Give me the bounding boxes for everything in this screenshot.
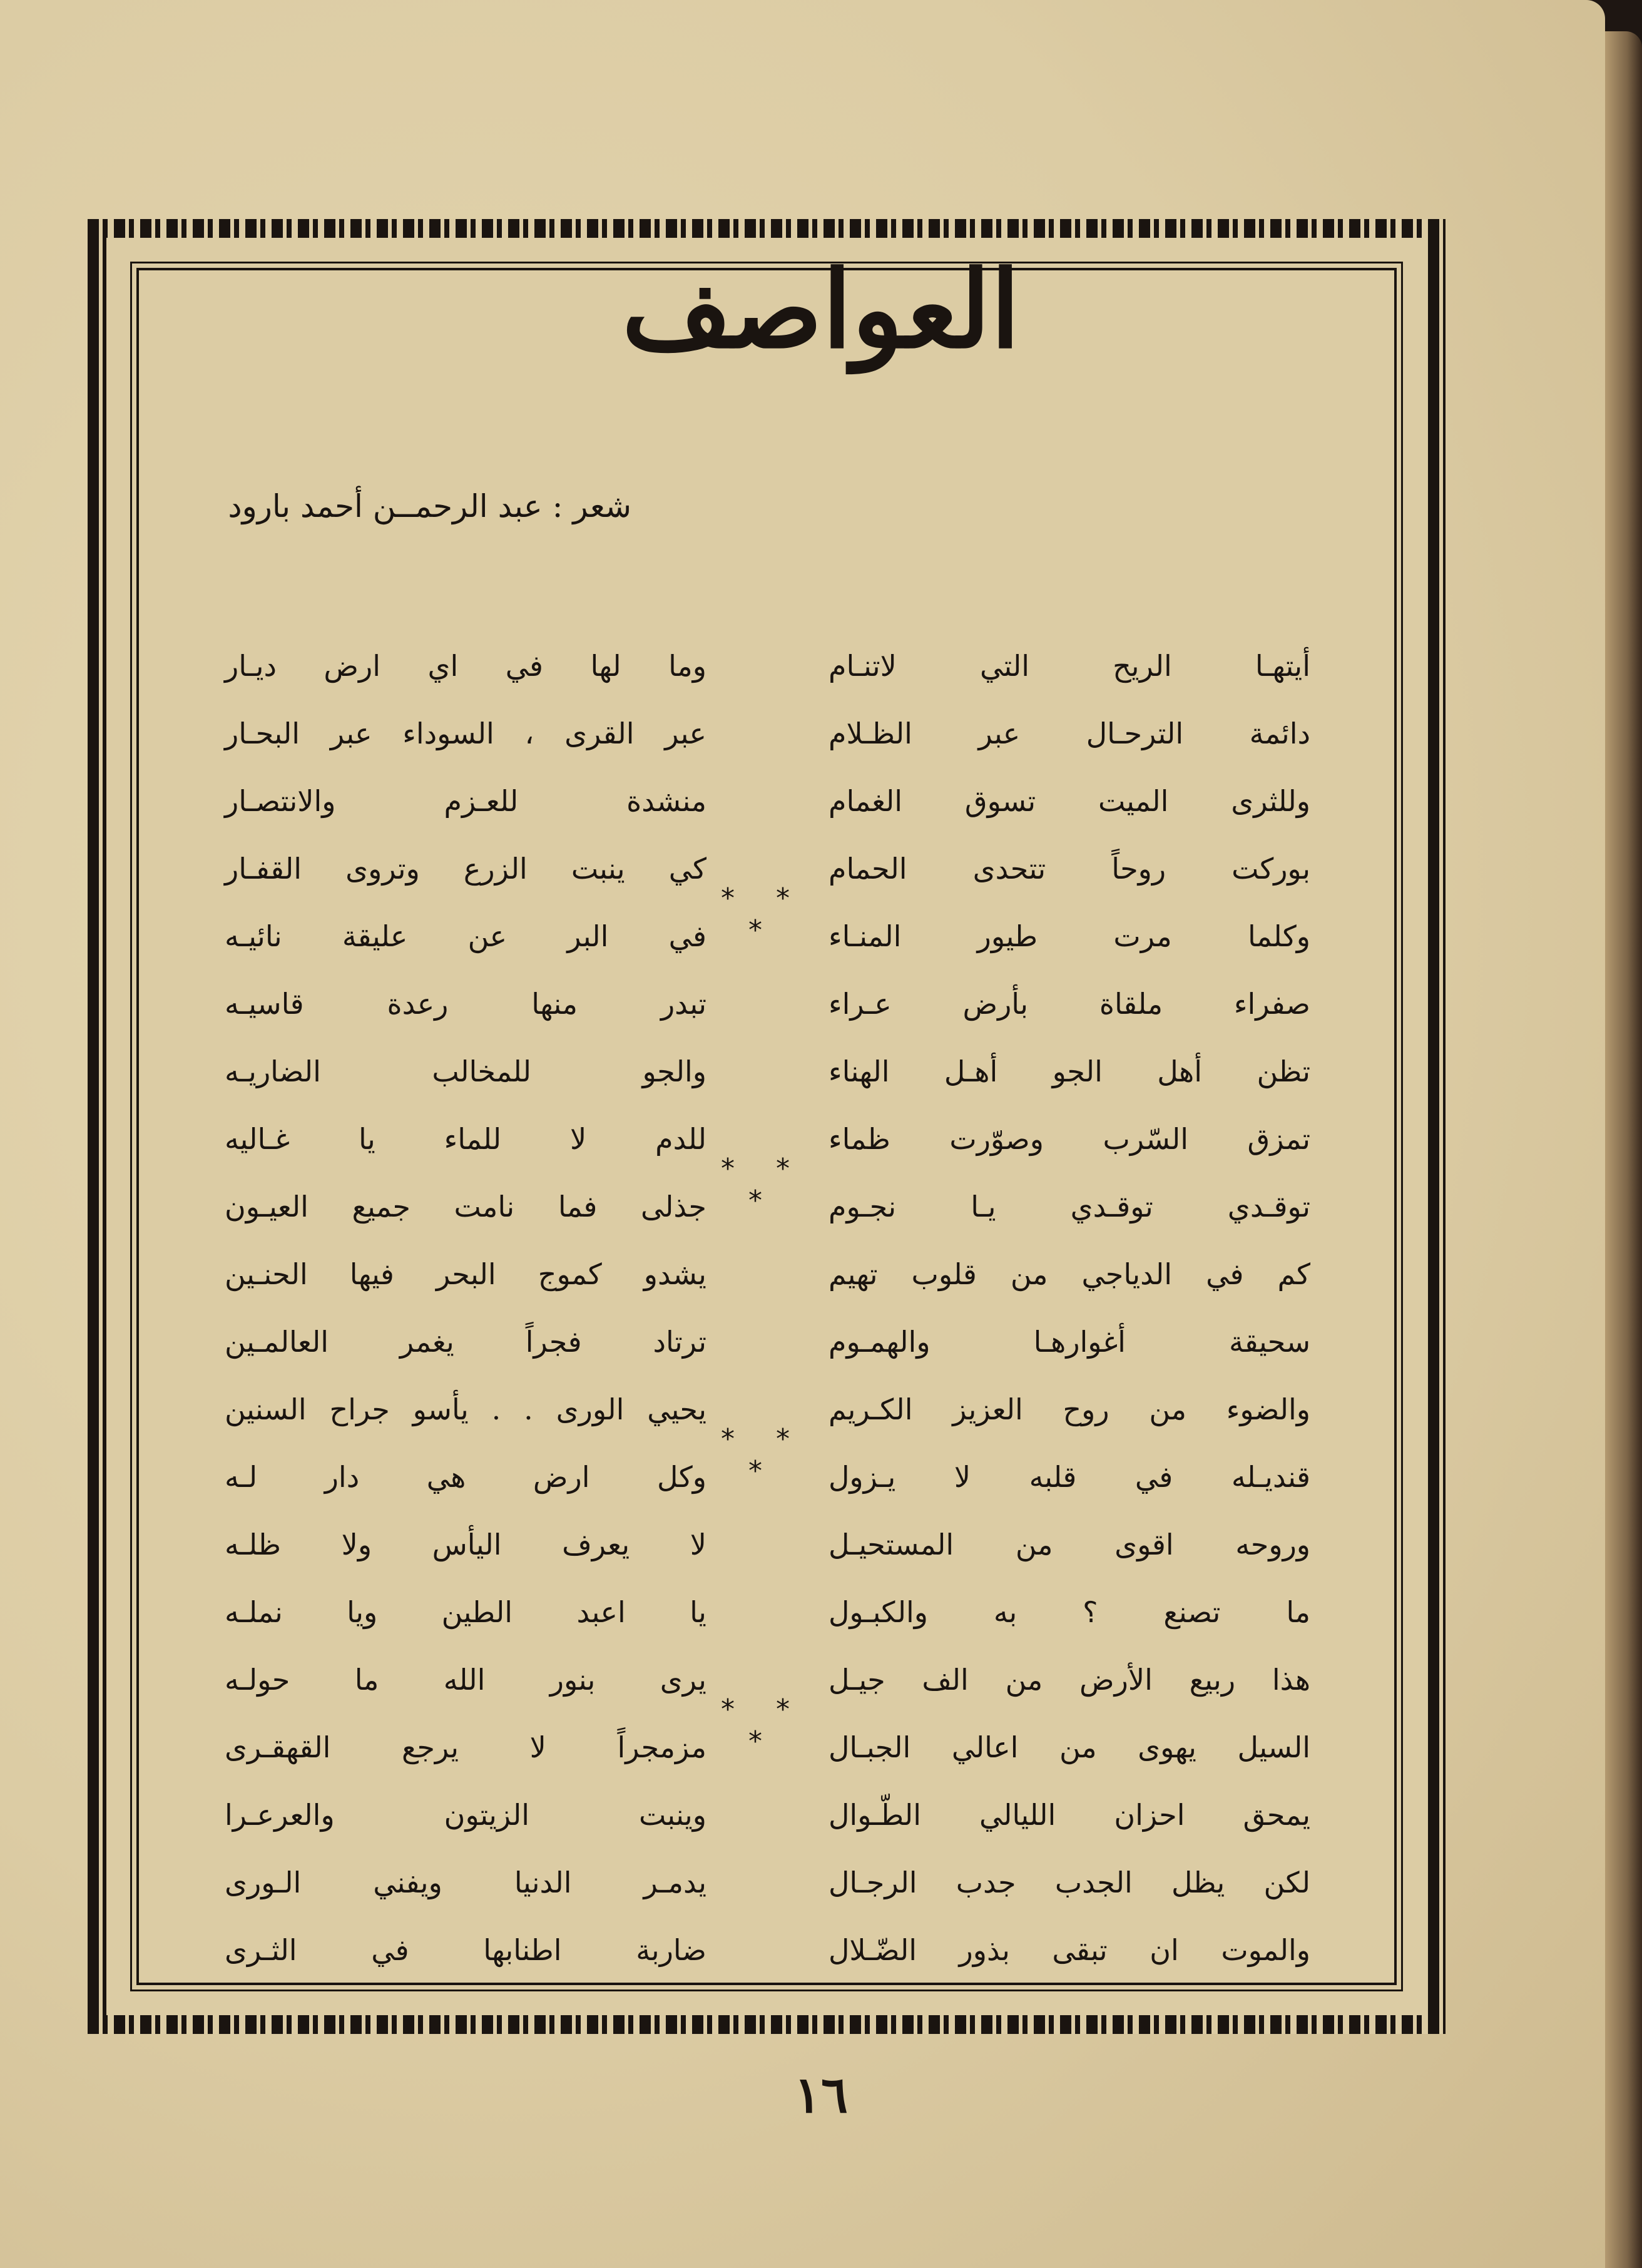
- verse-line: والجو للمخالب الضاريـه: [225, 1055, 706, 1088]
- verse-line: والموت ان تبقى بذور الضّـلال: [829, 1933, 1310, 1967]
- verse-line: يا اعبد الطين ويا نملـه: [225, 1595, 706, 1629]
- verse-line: وكلما مرت طيور المنـاء: [829, 919, 1310, 953]
- verse-line: في البر عن عليقة نائيـه: [225, 919, 706, 953]
- verse-line: تظن أهل الجو أهـل الهناء: [829, 1055, 1310, 1088]
- verse-line: لكن يظل الجدب جدب الرجـال: [829, 1866, 1310, 1899]
- verse-line: عبر القرى ، السوداء عبر البحـار: [225, 717, 706, 750]
- verse-line: قنديـله في قلبه لا يـزول: [829, 1460, 1310, 1494]
- verse-line: بوركت روحاً تتحدى الحمام: [829, 852, 1310, 886]
- right-column: [829, 632, 1310, 1984]
- poem-author: شعر : عبد الرحمــن أحمد بارود: [228, 488, 631, 524]
- verse-line: صفراء ملقاة بأرض عـراء: [829, 987, 1310, 1021]
- verse-line: السيل يهوى من اعالي الجبـال: [829, 1730, 1310, 1764]
- verse-line: وكل ارض هي دار لـه: [225, 1460, 706, 1494]
- verse-line: كي ينبت الزرع وتروى القفـار: [225, 852, 706, 886]
- verse-line: ما تصنع ؟ به والكبـول: [829, 1595, 1310, 1629]
- page-number: ١٦: [794, 2065, 848, 2124]
- verse-line: وروحه اقوى من المستحيـل: [829, 1528, 1310, 1561]
- stanza-divider: * * *: [721, 1423, 806, 1487]
- verse-line: وما لها في اي ارض ديـار: [225, 649, 706, 683]
- verse-line: والضوء من روح العزيز الكـريم: [829, 1392, 1310, 1426]
- verse-line: مزمجراً لا يرجع القهقـرى: [225, 1730, 706, 1764]
- verse-line: يدمـر الدنيا ويفني الـورى: [225, 1866, 706, 1899]
- verse-line: وللثرى الميت تسوق الغمام: [829, 784, 1310, 818]
- verse-line: جذلى فما نامت جميع العيـون: [225, 1190, 706, 1223]
- verse-line: سحيقة أغوارهـا والهمـوم: [829, 1325, 1310, 1359]
- verse-line: يمحق احزان الليالي الطّـوال: [829, 1798, 1310, 1832]
- verse-line: يحيي الورى . . يأسو جراح السنين: [225, 1392, 706, 1426]
- verse-line: لا يعرف اليأس ولا ظلـه: [225, 1528, 706, 1561]
- verse-line: منشدة للعـزم والانتصـار: [225, 784, 706, 818]
- verse-line: ضاربة اطنابها في الثـرى: [225, 1933, 706, 1967]
- verse-line: هذا ربيع الأرض من الف جيـل: [829, 1663, 1310, 1697]
- poem-title: العواصف: [621, 247, 1021, 372]
- verse-line: يشدو كموج البحر فيها الحنـين: [225, 1257, 706, 1291]
- verse-line: أيتهـا الريح التي لاتنـام: [829, 649, 1310, 683]
- verse-line: يرى بنور الله ما حولـه: [225, 1663, 706, 1697]
- verse-line: كم في الدياجي من قلوب تهيم: [829, 1257, 1310, 1291]
- verse-line: تبدر منها رعدة قاسيـه: [225, 987, 706, 1021]
- verse-line: توقـدي توقـدي يـا نجـوم: [829, 1190, 1310, 1223]
- stanza-divider: * * *: [721, 882, 806, 946]
- verse-line: للدم لا للماء يا غـاليه: [225, 1122, 706, 1156]
- stanza-divider: * * *: [721, 1693, 806, 1757]
- verse-line: تمزق السّرب وصوّرت ظماء: [829, 1122, 1310, 1156]
- left-column: [225, 632, 706, 1984]
- stanza-divider: * * *: [721, 1153, 806, 1217]
- verse-line: ترتاد فجراً يغمر العالمـين: [225, 1325, 706, 1359]
- verse-line: دائمة الترحـال عبر الظـلام: [829, 717, 1310, 750]
- verse-line: وينبت الزيتون والعرعـرا: [225, 1798, 706, 1832]
